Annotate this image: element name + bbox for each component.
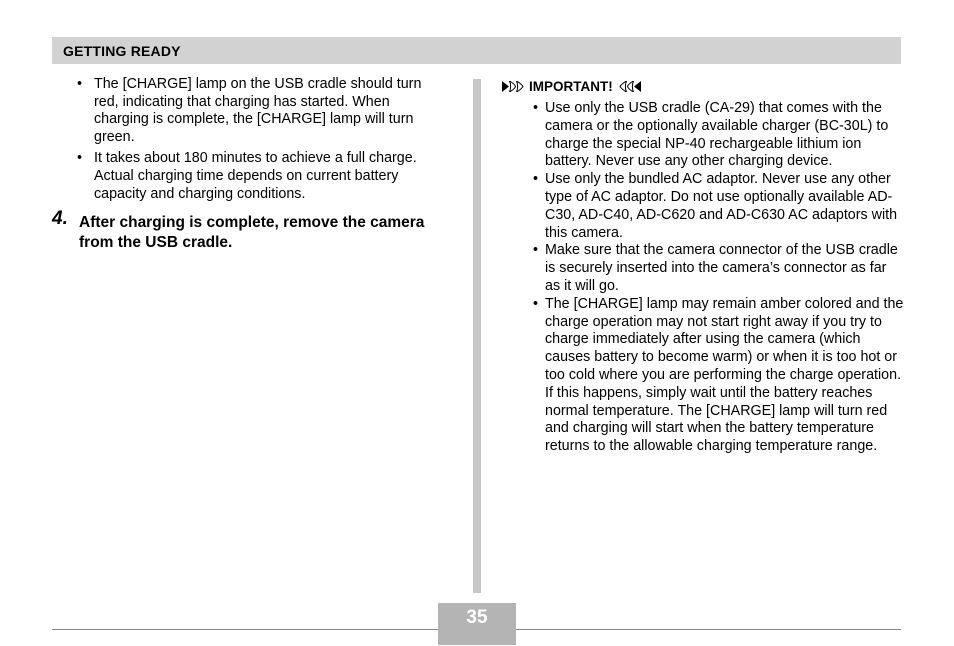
list-item: [502, 242, 904, 295]
bullet-dot: •: [533, 100, 539, 116]
list-item-text: Use only the bundled AC adaptor. Never use any other type of AC adaptor. Do not use optionally available AD-C30, AD-C40, AD-C620 and AD-C630 AC adaptors with this camera.: [545, 171, 898, 241]
list-item: [76, 150, 448, 203]
page-number: 35: [466, 607, 488, 628]
important-heading: [502, 77, 904, 96]
bullet-dot: •: [533, 295, 539, 312]
right-column: [502, 77, 904, 456]
triple-left-arrow-icon: [619, 81, 641, 92]
important-list: [502, 100, 904, 456]
list-item-text: It takes about 180 minutes to achieve a full charge. Actual charging time depends on current battery capacity and charging conditions.: [94, 150, 417, 202]
list-item-text: The [CHARGE] lamp may remain amber colored and the charge operation may not start right away if you try to charge immediately after using the camera (which causes battery to become warm) or when it is too hot or too cold where you are performing the charge operation. If this happens, simply wait until the battery reaches normal temperature. The [CHARGE] lamp will turn red and charging will start when the battery temperature returns to the allowable charging temperature range.: [545, 295, 904, 455]
important-label: IMPORTANT!: [529, 79, 613, 94]
column-divider: [473, 79, 481, 593]
step-number: 4.: [52, 208, 68, 230]
bullet-dot: •: [77, 76, 83, 92]
bullet-dot: •: [533, 171, 539, 188]
left-column: [52, 76, 448, 252]
list-item: [502, 171, 904, 242]
list-item-text: The [CHARGE] lamp on the USB cradle should turn red, indicating that charging has started. When charging is complete, the [CHARGE] lamp will turn green.: [94, 76, 422, 145]
section-title: GETTING READY: [63, 43, 181, 59]
step-4: [52, 208, 448, 252]
bullet-dot: •: [533, 242, 539, 259]
step-text: After charging is complete, remove the camera from the USB cradle.: [79, 214, 425, 251]
bullet-dot: •: [77, 150, 83, 167]
list-item: [502, 296, 904, 456]
list-item-text: Use only the USB cradle (CA-29) that comes with the camera or the optionally available charger (BC-30L) to charge the special NP-40 rechargeable lithium ion battery. Never use any other charging device.: [545, 100, 889, 170]
triple-right-arrow-icon: [502, 81, 524, 92]
page-number-tab: [438, 603, 516, 645]
list-item-text: Make sure that the camera connector of the USB cradle is securely inserted into the camera’s connector as far as it will go.: [545, 242, 898, 294]
list-item: [76, 76, 448, 146]
list-item: [502, 100, 904, 171]
section-header-bar: [52, 37, 901, 64]
